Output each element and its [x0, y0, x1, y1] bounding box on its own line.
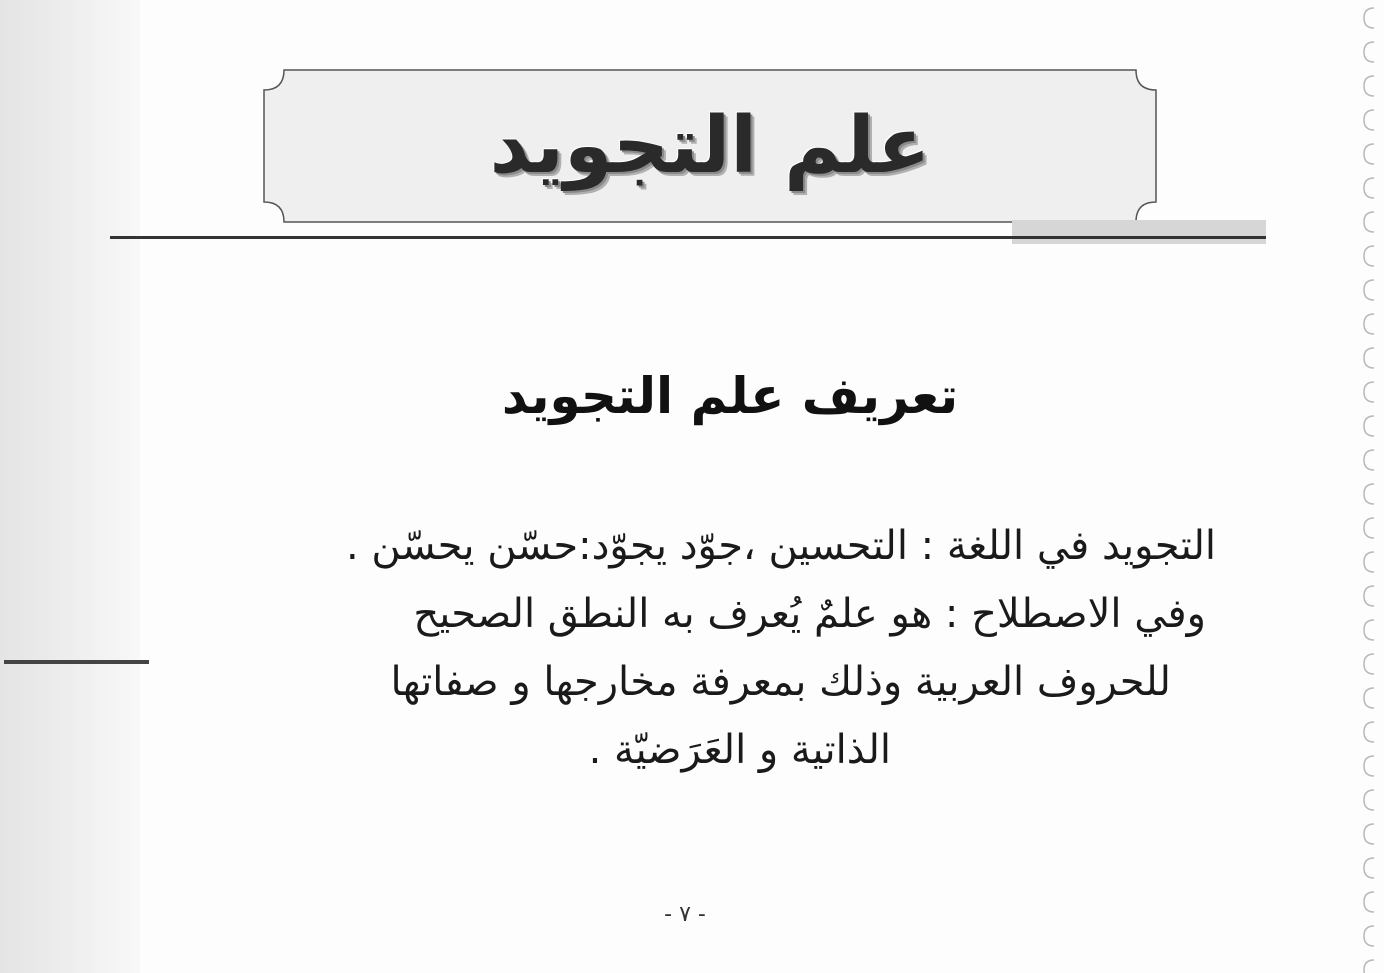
binding-hole	[1364, 484, 1374, 504]
binding-hole	[1364, 892, 1374, 912]
binding-hole	[1364, 212, 1374, 232]
binding-hole	[1364, 110, 1374, 130]
binding-hole	[1364, 654, 1374, 674]
binding-hole	[1364, 688, 1374, 708]
binding-hole	[1364, 144, 1374, 164]
binding-hole	[1364, 450, 1374, 470]
binding-hole	[1364, 620, 1374, 640]
definition-line: وفي الاصطلاح : هو علمٌ يُعرف به النطق الصحيح	[413, 591, 1206, 637]
binding-hole	[1364, 280, 1374, 300]
title-rule	[110, 236, 1266, 239]
binding-hole	[1364, 790, 1374, 810]
definition-line: الذاتية و العَرَضيّة .	[588, 727, 891, 773]
binding-hole	[1364, 824, 1374, 844]
left-margin-rule	[4, 660, 149, 664]
spiral-binding-holes	[1350, 0, 1384, 973]
binding-hole	[1364, 348, 1374, 368]
binding-hole	[1364, 858, 1374, 878]
title-frame	[262, 68, 1158, 224]
binding-hole	[1364, 76, 1374, 96]
left-margin-shade	[0, 0, 140, 973]
definition-paragraph	[236, 512, 1226, 784]
page-title: علم التجويد	[489, 101, 931, 191]
binding-hole	[1364, 552, 1374, 572]
binding-hole	[1364, 382, 1374, 402]
binding-hole	[1364, 246, 1374, 266]
definition-line: للحروف العربية وذلك بمعرفة مخارجها و صفاتها	[390, 659, 1171, 705]
binding-hole	[1364, 756, 1374, 776]
binding-hole	[1364, 314, 1374, 334]
binding-hole	[1364, 960, 1374, 973]
page-number: - ٧ -	[664, 902, 706, 927]
section-heading: تعريف علم التجويد	[501, 367, 959, 425]
binding-hole	[1364, 8, 1374, 28]
binding-hole	[1364, 42, 1374, 62]
binding-hole	[1364, 518, 1374, 538]
binding-hole	[1364, 178, 1374, 198]
binding-hole	[1364, 586, 1374, 606]
definition-line: التجويد في اللغة : التحسين ،جوّد يجوّد:حسّن يحسّن .	[346, 523, 1216, 569]
binding-hole	[1364, 722, 1374, 742]
binding-hole	[1364, 926, 1374, 946]
binding-hole	[1364, 416, 1374, 436]
title-rule-shade	[1012, 220, 1266, 244]
